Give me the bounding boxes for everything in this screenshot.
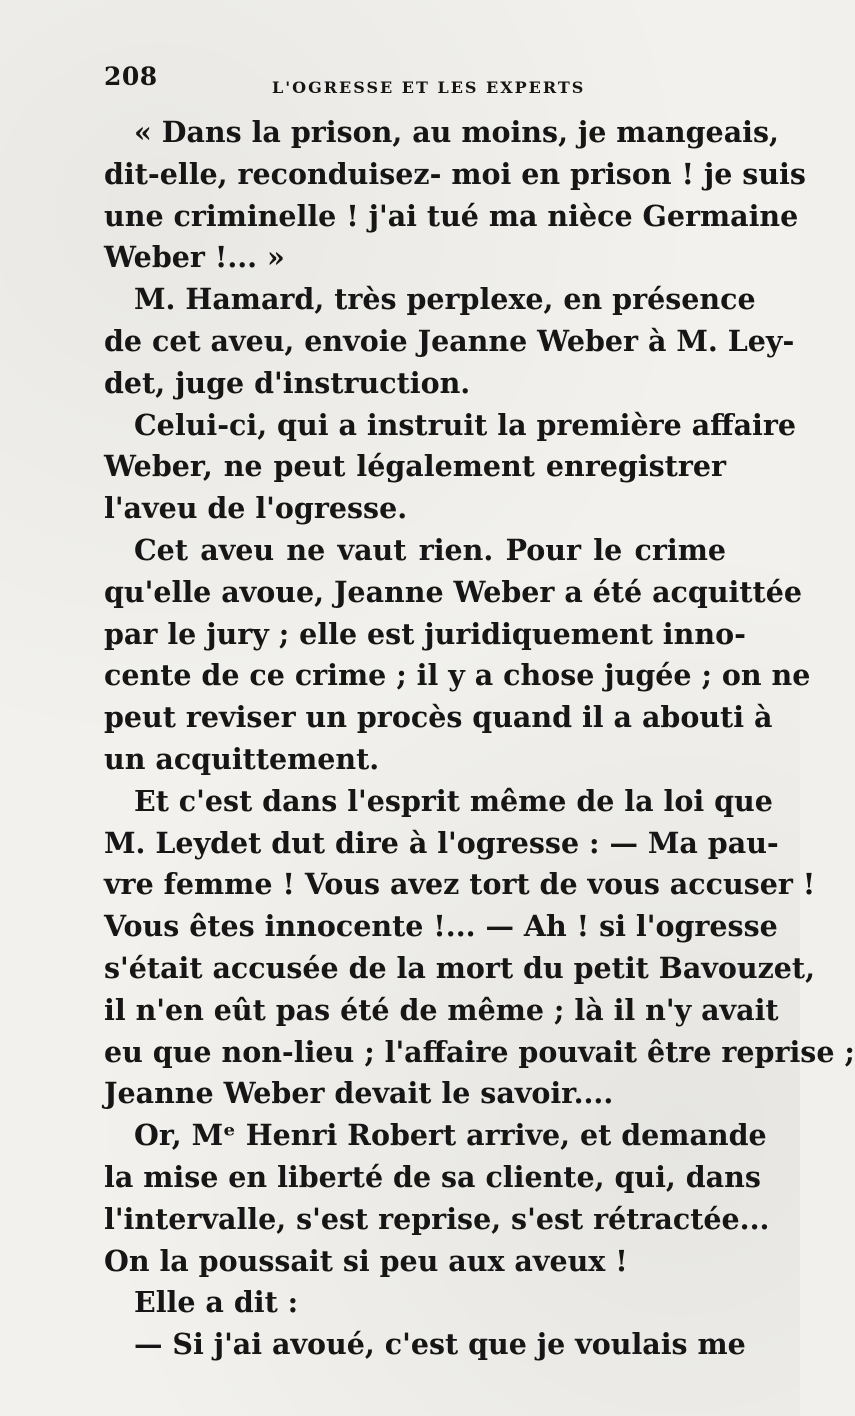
text-line: Elle a dit : <box>134 1285 299 1320</box>
text-line: M. Leydet dut dire à l'ogresse : — Ma pau- <box>104 825 779 860</box>
text-line: eu que non-lieu ; l'affaire pouvait être reprise ; <box>104 1034 855 1069</box>
text-line: Celui-ci, qui a instruit la première affaire <box>134 407 797 442</box>
text-line: un acquittement. <box>104 741 380 776</box>
text-line: l'aveu de l'ogresse. <box>104 491 408 526</box>
text-line: det, juge d'instruction. <box>104 365 471 400</box>
text-line: peut reviser un procès quand il a abouti à <box>104 700 773 735</box>
text-line: par le jury ; elle est juridiquement inno- <box>104 616 746 651</box>
text-line: cente de ce crime ; il y a chose jugée ; on ne <box>104 658 811 693</box>
page-number: 208 <box>104 62 158 91</box>
text-line: la mise en liberté de sa cliente, qui, dans <box>104 1159 761 1194</box>
text-line: « Dans la prison, au moins, je mangeais, <box>134 115 779 149</box>
body-text <box>104 112 855 1366</box>
text-line: qu'elle avoue, Jeanne Weber a été acquittée <box>104 574 802 609</box>
text-line: Weber, ne peut légalement enregistrer <box>104 449 726 484</box>
text-line: Weber !... » <box>104 240 285 275</box>
text-line: vre femme ! Vous avez tort de vous accuser ! <box>104 867 816 902</box>
text-line: On la poussait si peu aux aveux ! <box>104 1243 628 1278</box>
text-line: Cet aveu ne vaut rien. Pour le crime <box>134 532 726 567</box>
running-title: L'OGRESSE ET LES EXPERTS <box>272 78 586 97</box>
text-line: l'intervalle, s'est reprise, s'est rétractée... <box>104 1201 770 1236</box>
text-line: s'était accusée de la mort du petit Bavouzet, <box>104 950 815 985</box>
text-line: M. Hamard, très perplexe, en présence <box>134 282 756 317</box>
text-line: Vous êtes innocente !... — Ah ! si l'ogresse <box>104 909 778 944</box>
text-line: de cet aveu, envoie Jeanne Weber à M. Ley- <box>104 323 795 358</box>
text-line: Jeanne Weber devait le savoir.... <box>104 1076 614 1111</box>
text-line: Or, Mᵉ Henri Robert arrive, et demande <box>134 1118 767 1153</box>
page-header <box>104 62 724 98</box>
text-line: dit-elle, reconduisez- moi en prison ! je suis <box>104 156 806 191</box>
text-line: Et c'est dans l'esprit même de la loi que <box>134 783 773 818</box>
text-line: il n'en eût pas été de même ; là il n'y avait <box>104 992 779 1027</box>
text-line: — Si j'ai avoué, c'est que je voulais me <box>134 1327 746 1362</box>
text-line: une criminelle ! j'ai tué ma nièce Germaine <box>104 198 799 233</box>
